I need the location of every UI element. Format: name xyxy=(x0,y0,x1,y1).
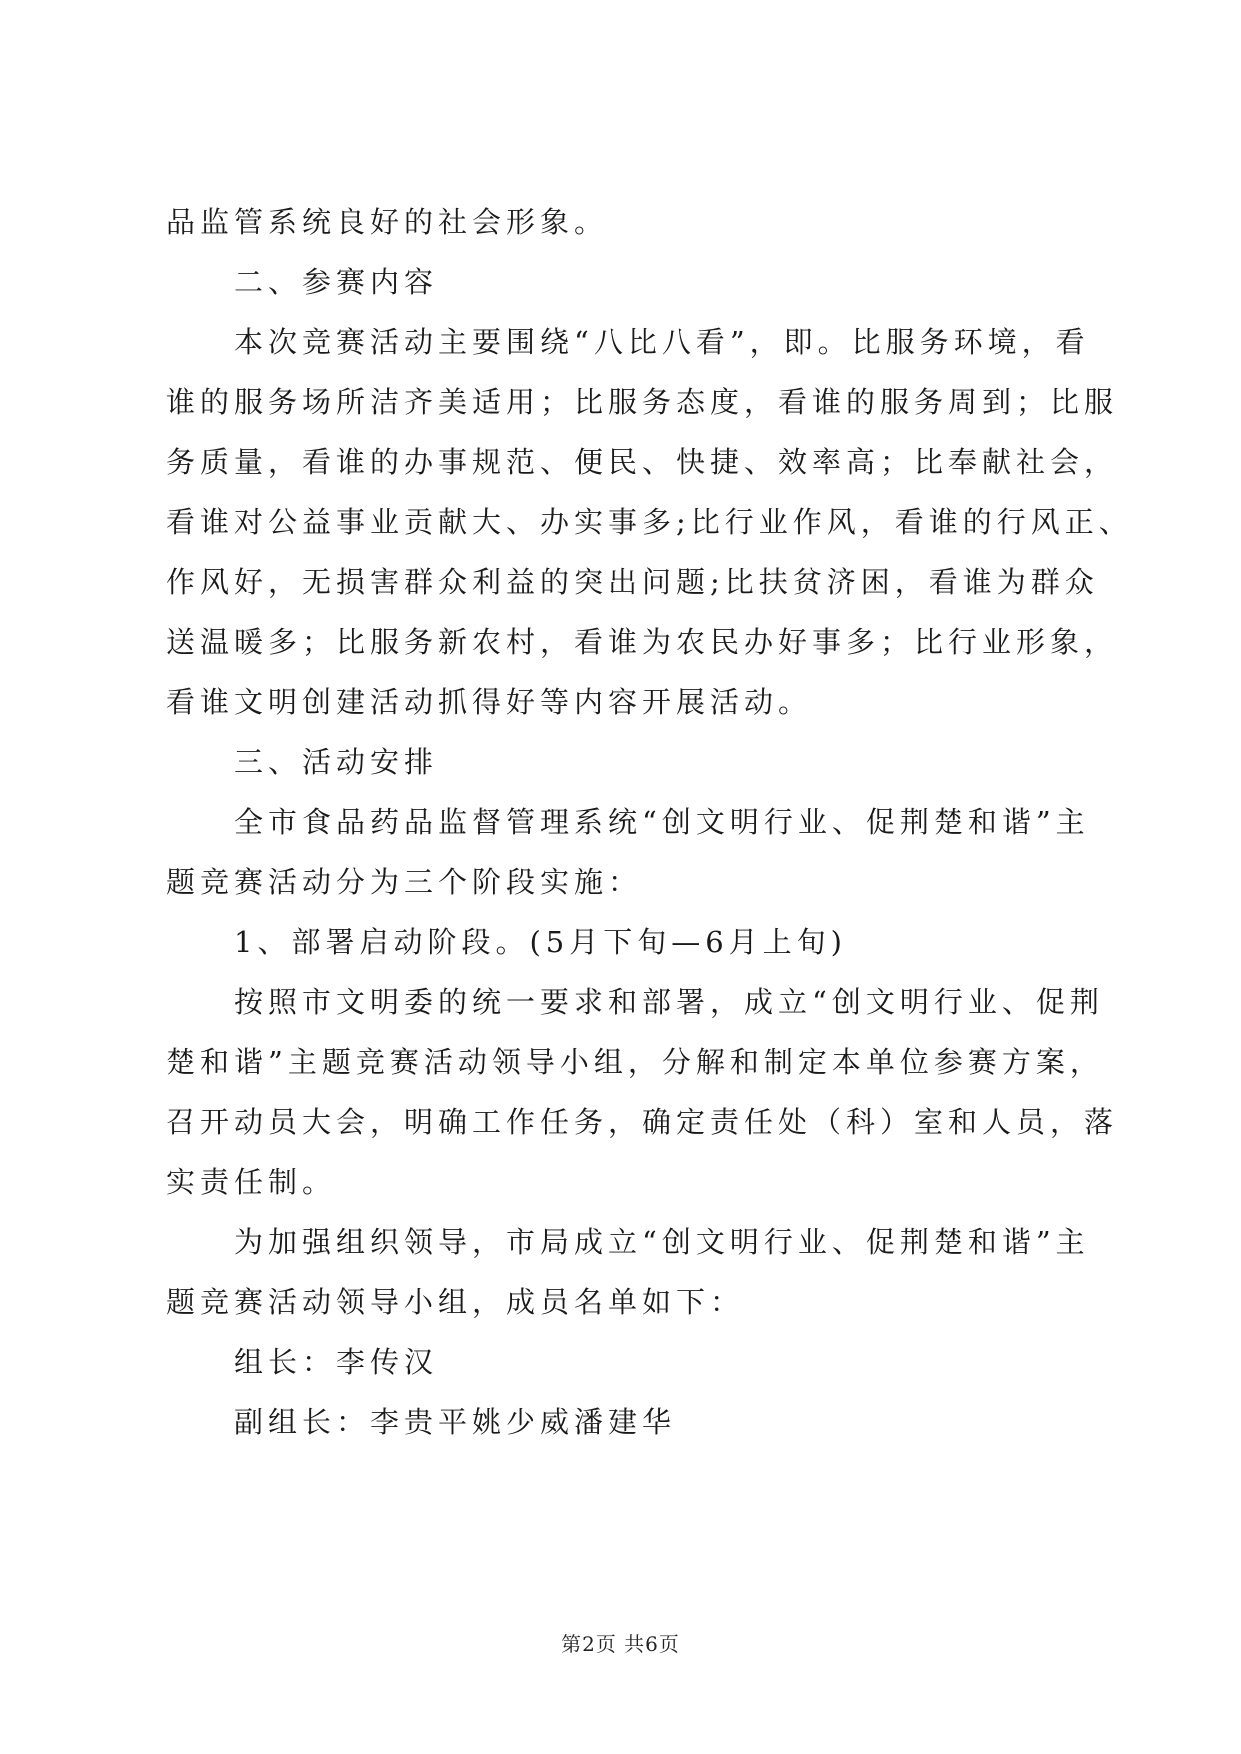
paragraph-line: 按照市文明委的统一要求和部署，成立“创文明行业、促荆 xyxy=(234,985,1104,1019)
paragraph-line: 本次竞赛活动主要围绕“八比八看”，即。比服务环境，看 xyxy=(234,325,1090,359)
subsection-heading: 1、部署启动阶段。(5月下旬—6月上旬) xyxy=(234,925,847,959)
paragraph-line: 题竞赛活动领导小组，成员名单如下： xyxy=(166,1285,745,1319)
paragraph-line: 召开动员大会，明确工作任务，确定责任处（科）室和人员，落 xyxy=(166,1105,1119,1139)
paragraph-line: 看谁对公益事业贡献大、办实事多;比行业作风，看谁的行风正、 xyxy=(166,505,1133,539)
document-body xyxy=(166,192,1133,1452)
paragraph-line: 看谁文明创建活动抓得好等内容开展活动。 xyxy=(166,685,813,719)
paragraph-line: 为加强组织领导，市局成立“创文明行业、促荆楚和谐”主 xyxy=(234,1225,1090,1259)
paragraph-line: 送温暖多；比服务新农村，看谁为农民办好事多；比行业形象， xyxy=(166,625,1119,659)
paragraph-line: 题竞赛活动分为三个阶段实施： xyxy=(166,865,643,899)
section-heading: 三、活动安排 xyxy=(234,745,439,779)
leader-line: 组长：李传汉 xyxy=(234,1345,439,1379)
paragraph-line: 实责任制。 xyxy=(166,1165,337,1199)
paragraph-line: 谁的服务场所洁齐美适用；比服务态度，看谁的服务周到；比服 xyxy=(166,385,1119,419)
paragraph-line: 品监管系统良好的社会形象。 xyxy=(166,205,609,239)
paragraph-line: 楚和谐”主题竞赛活动领导小组，分解和制定本单位参赛方案， xyxy=(166,1045,1104,1079)
paragraph-line: 务质量，看谁的办事规范、便民、快捷、效率高；比奉献社会， xyxy=(166,445,1119,479)
paragraph-line: 作风好，无损害群众利益的突出问题;比扶贫济困，看谁为群众 xyxy=(166,565,1099,599)
paragraph-line: 全市食品药品监督管理系统“创文明行业、促荆楚和谐”主 xyxy=(234,805,1090,839)
deputy-leader-line: 副组长：李贵平姚少威潘建华 xyxy=(234,1405,677,1439)
section-heading: 二、参赛内容 xyxy=(234,265,439,299)
page-number: 第2页 共6页 xyxy=(561,1632,680,1656)
